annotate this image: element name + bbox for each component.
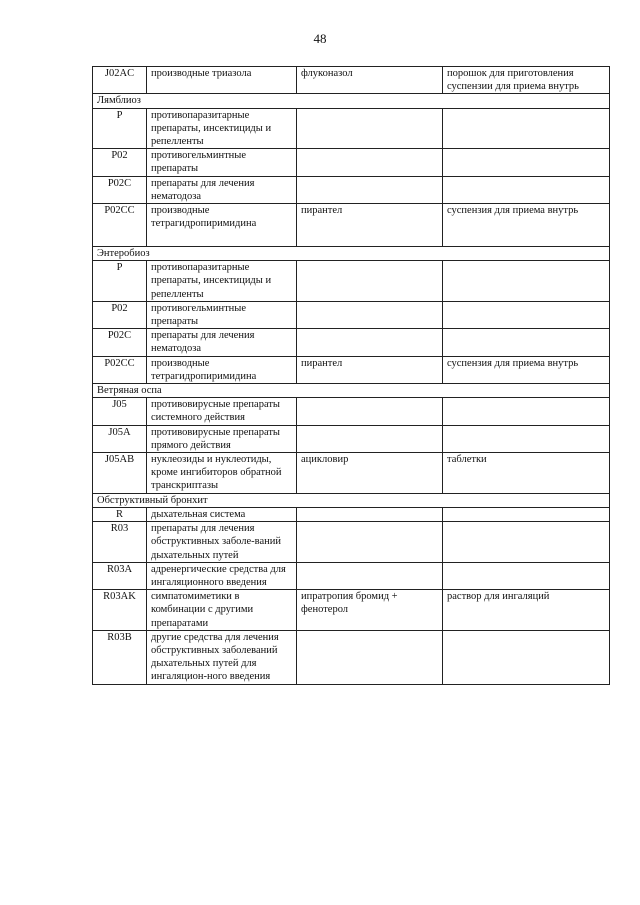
table-row <box>93 630 610 684</box>
cell-drug: ацикловир <box>297 453 443 494</box>
cell-drug: ипратропия бромид + фенотерол <box>297 590 443 631</box>
cell-drug: пирантел <box>297 356 443 383</box>
cell-form: суспензия для приема внутрь <box>443 356 610 383</box>
table-row <box>93 329 610 356</box>
cell-group: противовирусные препараты прямого действия <box>147 425 297 452</box>
cell-group: симпатомиметики в комбинации с другими препаратами <box>147 590 297 631</box>
cell-form <box>443 301 610 328</box>
cell-form: раствор для ингаляций <box>443 590 610 631</box>
cell-form <box>443 108 610 149</box>
cell-group: нуклеозиды и нуклеотиды, кроме ингибиторов обратной транскриптазы <box>147 453 297 494</box>
cell-code: P02C <box>93 176 147 203</box>
cell-code: J05AB <box>93 453 147 494</box>
cell-code: J02AC <box>93 67 147 94</box>
cell-code: P <box>93 108 147 149</box>
table-row <box>93 67 610 94</box>
section-row <box>93 247 610 261</box>
cell-code: J05A <box>93 425 147 452</box>
table-row <box>93 507 610 521</box>
cell-form <box>443 562 610 589</box>
table-row <box>93 301 610 328</box>
cell-form <box>443 507 610 521</box>
table-row <box>93 356 610 383</box>
cell-code: R03A <box>93 562 147 589</box>
cell-code: R03AK <box>93 590 147 631</box>
cell-code: R03B <box>93 630 147 684</box>
table-row <box>93 108 610 149</box>
cell-group: противогельминтные препараты <box>147 301 297 328</box>
cell-group: препараты для лечения обструктивных заболе-ваний дыхательных путей <box>147 522 297 563</box>
cell-group: адренергические средства для ингаляционного введения <box>147 562 297 589</box>
cell-code: P02 <box>93 149 147 176</box>
cell-drug: пирантел <box>297 204 443 247</box>
cell-group: производные триазола <box>147 67 297 94</box>
cell-drug <box>297 329 443 356</box>
cell-drug <box>297 261 443 302</box>
table-row <box>93 261 610 302</box>
cell-group: другие средства для лечения обструктивных заболеваний дыхательных путей для ингаляцион-ного введения <box>147 630 297 684</box>
cell-group: дыхательная система <box>147 507 297 521</box>
cell-drug <box>297 425 443 452</box>
cell-code: R <box>93 507 147 521</box>
table-row <box>93 398 610 425</box>
cell-form <box>443 176 610 203</box>
cell-group: производные тетрагидропиримидина <box>147 204 297 247</box>
cell-drug <box>297 507 443 521</box>
cell-form <box>443 630 610 684</box>
cell-form <box>443 425 610 452</box>
table-body <box>93 67 610 685</box>
section-title: Энтеробиоз <box>93 247 610 261</box>
cell-code: P02CC <box>93 204 147 247</box>
cell-group: противовирусные препараты системного действия <box>147 398 297 425</box>
cell-drug: флуконазол <box>297 67 443 94</box>
cell-form <box>443 149 610 176</box>
table-row <box>93 562 610 589</box>
cell-drug <box>297 630 443 684</box>
table-row <box>93 453 610 494</box>
cell-code: J05 <box>93 398 147 425</box>
cell-form: суспензия для приема внутрь <box>443 204 610 247</box>
cell-code: P02CC <box>93 356 147 383</box>
cell-group: препараты для лечения нематодоза <box>147 176 297 203</box>
table-row <box>93 204 610 247</box>
cell-form <box>443 329 610 356</box>
table-row <box>93 149 610 176</box>
cell-form <box>443 522 610 563</box>
cell-code: P <box>93 261 147 302</box>
section-title: Обструктивный бронхит <box>93 493 610 507</box>
cell-drug <box>297 562 443 589</box>
cell-drug <box>297 176 443 203</box>
cell-group: противогельминтные препараты <box>147 149 297 176</box>
table-row <box>93 176 610 203</box>
table-row <box>93 522 610 563</box>
table-row <box>93 590 610 631</box>
cell-form <box>443 398 610 425</box>
page-number: 48 <box>313 31 327 46</box>
cell-group: производные тетрагидропиримидина <box>147 356 297 383</box>
cell-group: противопаразитарные препараты, инсектициды и репелленты <box>147 261 297 302</box>
cell-code: R03 <box>93 522 147 563</box>
section-title: Лямблиоз <box>93 94 610 108</box>
cell-code: P02C <box>93 329 147 356</box>
cell-drug <box>297 301 443 328</box>
cell-form <box>443 261 610 302</box>
cell-drug <box>297 398 443 425</box>
cell-drug <box>297 149 443 176</box>
cell-code: P02 <box>93 301 147 328</box>
section-row <box>93 493 610 507</box>
section-row <box>93 384 610 398</box>
section-title: Ветряная оспа <box>93 384 610 398</box>
cell-form: таблетки <box>443 453 610 494</box>
section-row <box>93 94 610 108</box>
cell-group: противопаразитарные препараты, инсектициды и репелленты <box>147 108 297 149</box>
cell-drug <box>297 522 443 563</box>
cell-group: препараты для лечения нематодоза <box>147 329 297 356</box>
cell-form: порошок для приготовления суспензии для приема внутрь <box>443 67 610 94</box>
table-row <box>93 425 610 452</box>
cell-drug <box>297 108 443 149</box>
drug-table <box>92 66 610 685</box>
